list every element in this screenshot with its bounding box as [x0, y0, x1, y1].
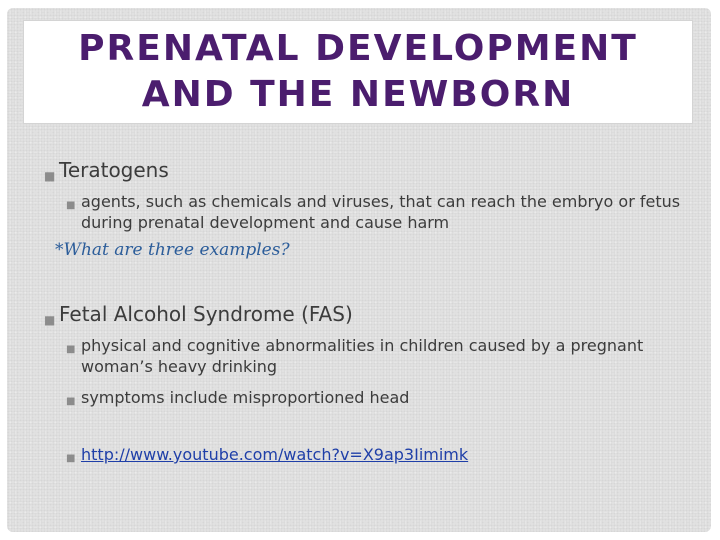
fas-definition-text: physical and cognitive abnormalities in children caused by a pregnant woman’s heavy drinking [81, 336, 644, 376]
bullet-fas [44, 301, 684, 327]
sub-bullet-teratogens-definition [66, 191, 696, 233]
square-bullet-icon: ■ [66, 344, 76, 355]
bullet-heading-fas: Fetal Alcohol Syndrome (FAS) [59, 302, 353, 326]
square-bullet-icon: ■ [66, 200, 76, 211]
sub-bullet-video-link [66, 444, 696, 465]
square-bullet-icon: ■ [66, 453, 76, 464]
slide-title-line-1: PRENATAL DEVELOPMENT [78, 28, 638, 69]
sub-bullet-fas-definition [66, 335, 706, 377]
bullet-heading-teratogens: Teratogens [59, 158, 169, 182]
question-note: *What are three examples? [55, 240, 290, 260]
teratogens-definition-text: agents, such as chemicals and viruses, that can reach the embryo or fetus during prenatal development and cause harm [81, 192, 681, 232]
square-bullet-icon: ■ [44, 313, 56, 327]
sub-bullet-fas-symptoms [66, 387, 696, 408]
fas-symptoms-text: symptoms include misproportioned head [81, 388, 410, 407]
bullet-teratogens [44, 157, 684, 183]
square-bullet-icon: ■ [44, 169, 56, 183]
square-bullet-icon: ■ [66, 396, 76, 407]
youtube-video-link[interactable]: http://www.youtube.com/watch?v=X9ap3Iimimk [81, 445, 469, 464]
slide-title-line-2: AND THE NEWBORN [141, 74, 575, 115]
